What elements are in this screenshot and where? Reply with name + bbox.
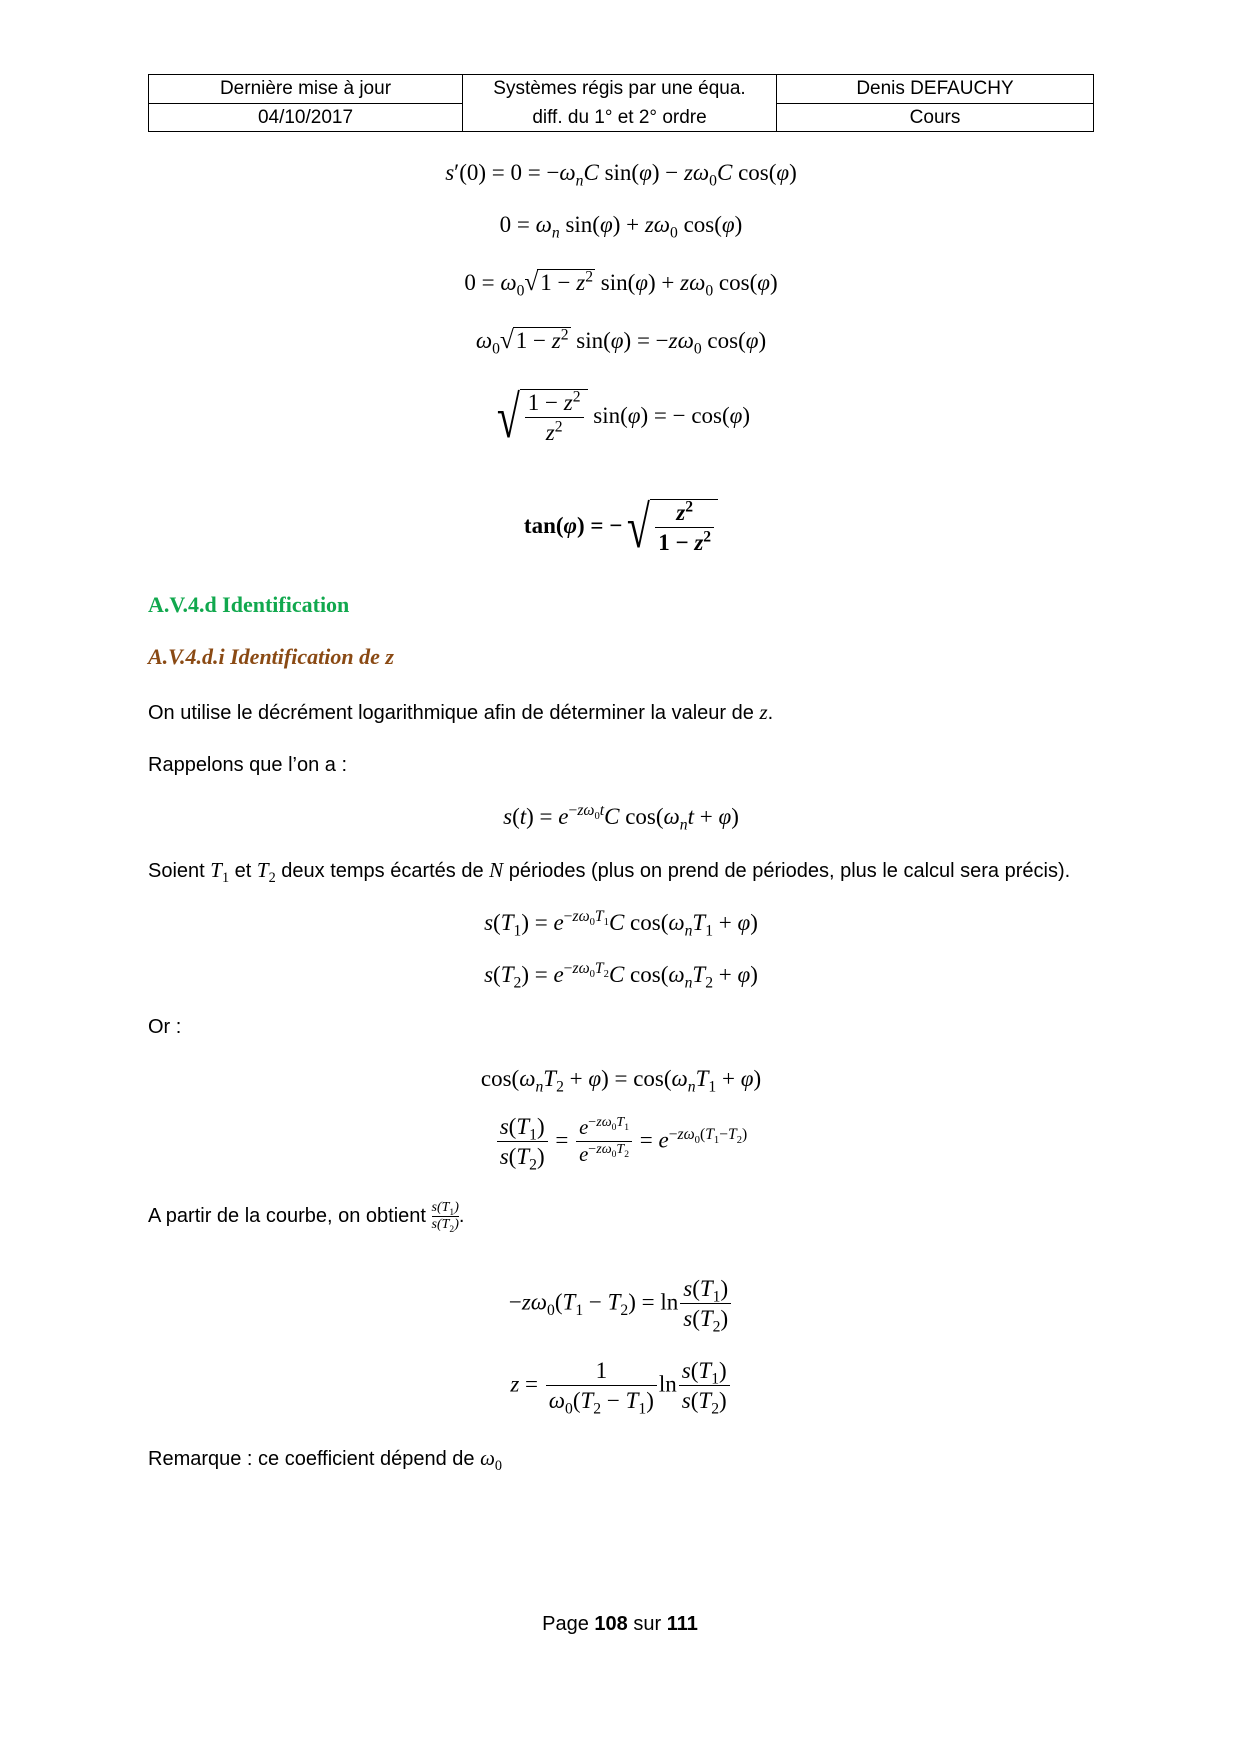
paragraph-soient <box>148 858 1094 887</box>
header-table <box>148 74 1094 132</box>
paragraph-courbe-end: . <box>458 1204 465 1227</box>
paragraph-soient-d: périodes (plus on prend de périodes, plus le calcul sera précis). <box>503 860 1071 882</box>
paragraph-intro-end: . <box>767 702 774 724</box>
equation-ln: $-z\omega_0(T_1 - T_2) = \ln$ $\frac{s(T_1)}{s(T_2)}$ <box>148 1276 1094 1332</box>
document-type: Cours <box>909 107 961 128</box>
equation-5: √ $\frac{1 - z^2}{z^2}$ sin(φ) = − cos(φ) <box>496 384 751 450</box>
variable-z: z <box>759 700 768 724</box>
equation-s-t1: $s(T_1) = e^{-z\omega_0T_1}C$ $\cos(\omega_nT_1 + \varphi)$ <box>484 908 758 940</box>
var-t1: $T_1$ <box>210 858 230 887</box>
page-number: 108 <box>594 1613 628 1635</box>
header-right-column <box>777 75 1093 131</box>
course-title-line2: diff. du 1° et 2° ordre <box>532 107 707 128</box>
equation-3: $0 = \omega_0√1 - z^2$ $\sin(\varphi) + z\omega_0$ cos(φ) <box>464 268 778 300</box>
paragraph-remarque-text: Remarque : ce coefficient dépend de <box>148 1448 481 1470</box>
paragraph-intro-text: On utilise le décrément logarithmique afin de déterminer la valeur de <box>148 702 760 724</box>
equation-2: $0 = \omega_n$ $\sin(\varphi) + z\omega_0$ cos(φ) <box>499 212 743 242</box>
page-total: 111 <box>666 1613 698 1635</box>
paragraph-courbe-text: A partir de la courbe, on obtient <box>148 1204 432 1227</box>
var-omega0: $\omega_0$ <box>480 1446 503 1475</box>
equation-ratio: $\frac{s(T_1)}{s(T_2)}$ = $\frac{e^{-z\omega_0T_1}}{e^{-z\omega_0T_2}}$ = $e^{-z\omega_0(T_1-T_2)}$ <box>148 1114 1094 1170</box>
paragraph-intro <box>148 700 1094 725</box>
equation-4: $\omega_0√1 - z^2$ $\sin(\varphi) = -z\omega_0$ cos(φ) <box>475 326 767 358</box>
equation-z-result: z = $\frac{1}{\omega_0(T_2 - T_1)}$ ln $\frac{s(T_1)}{s(T_2)}$ <box>148 1358 1094 1414</box>
paragraph-or: Or : <box>148 1016 182 1038</box>
paragraph-soient-b: et <box>229 860 257 882</box>
course-title-line1: Systèmes régis par une équa. <box>493 78 746 99</box>
paragraph-remarque <box>148 1446 1094 1475</box>
var-n: N <box>489 858 504 882</box>
equation-tan-phi: tan(φ) = −√ $\frac{z^2}{1 - z^2}$ <box>148 498 1094 558</box>
equation-cos-equal: $\cos(\omega_nT_2 + \varphi) = \cos(\omega_nT_1 + \varphi)$ <box>480 1066 762 1096</box>
section-heading: A.V.4.d Identification <box>148 592 350 617</box>
paragraph-soient-c: deux temps écartés de <box>275 860 490 882</box>
page-label: Page <box>542 1613 595 1635</box>
last-update-date: 04/10/2017 <box>257 107 354 128</box>
inline-ratio: $\frac{s(T_1)}{s(T_2)}$ <box>431 1200 459 1235</box>
paragraph-reminder: Rappelons que l’on a : <box>148 754 348 776</box>
equation-1: $s'(0) = 0 = -\omega_nC$ $\sin(\varphi) - z\omega_0C$ cos(φ) <box>445 160 797 190</box>
page-footer <box>0 1613 1240 1636</box>
subsection-heading: A.V.4.d.i Identification de z <box>148 644 394 669</box>
equation-s-t2: $s(T_2) = e^{-z\omega_0T_2}C$ $\cos(\omega_nT_2 + \varphi)$ <box>484 960 758 992</box>
paragraph-soient-a: Soient <box>148 860 211 882</box>
last-update-label: Dernière mise à jour <box>149 75 462 104</box>
author-name: Denis DEFAUCHY <box>777 75 1093 104</box>
equation-s-of-t: $s(t) = e^{-z\omega_0t}C$ $\cos(\omega_nt + \varphi)$ <box>503 802 739 834</box>
page-sep: sur <box>627 1613 667 1635</box>
var-t2: $T_2$ <box>256 858 276 887</box>
header-left-column <box>149 75 463 131</box>
header-center-column <box>463 75 777 131</box>
paragraph-courbe <box>148 1200 1094 1233</box>
